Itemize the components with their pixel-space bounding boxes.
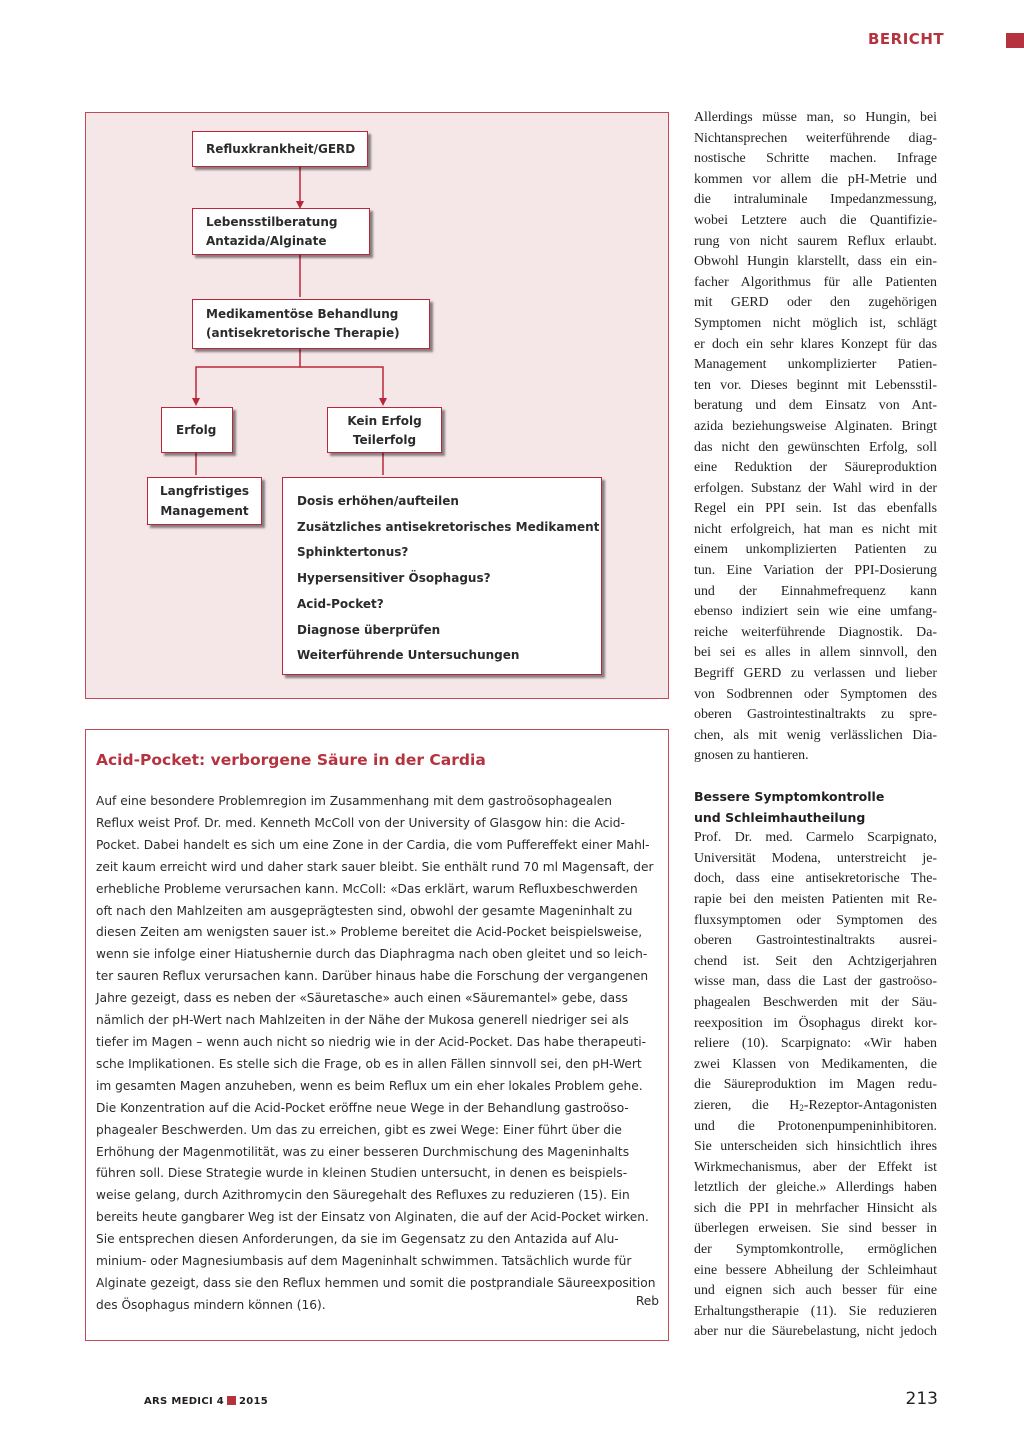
flow-box-success (161, 407, 233, 453)
text-line: Erhaltungstherapie (11). Sie reduzieren (694, 1303, 937, 1319)
sidebar-line: Sie entsprechen diesen Anforderungen, da sie im Gegensatz zu den Antazida auf Alu- (96, 1232, 619, 1247)
sidebar-line: führen soll. Diese Strategie wurde in kleinen Studien untersucht, in denen es beispiels- (96, 1166, 628, 1181)
text-line: Regel ein PPI sein. Ist das ebenfalls (694, 501, 937, 517)
text-line: facher Algorithmus für alle Patienten (694, 274, 937, 290)
sidebar-line: erhebliche Probleme verursachen kann. McColl: «Das erklärt, warum Refluxbeschwerden (96, 881, 638, 896)
flow-box-longterm-line1: Langfristiges (160, 484, 249, 498)
sidebar-line: nämlich der pH-Wert nach Mahlzeiten in der Nähe der Mukosa generell niedriger sei als (96, 1013, 629, 1028)
text-line: gnosen zu hantieren. (694, 748, 809, 764)
text-line: oberen Gastrointestinaltrakts zu spre- (694, 707, 937, 723)
flow-box-lifestyle (192, 208, 370, 255)
text-line: reliere (10). Scarpignato: «Wir haben (694, 1036, 937, 1052)
sidebar-line: minium- oder Magnesiumbasis auf dem Mageninhalt schwimmen. Tatsächlich wurde für (96, 1254, 632, 1269)
flow-box-medication-line1: Medikamentöse Behandlung (206, 307, 399, 321)
text-line: zwei Klassen von Medikamenten, die (694, 1056, 937, 1072)
text-line: bei sei es alles in allem sinnvoll, den (694, 645, 937, 661)
sidebar-line: Pocket. Dabei handelt es sich um eine Zone in der Cardia, die vom Puffereffekt einer Mahl- (96, 837, 650, 852)
flow-box-lifestyle-line2: Antazida/Alginate (206, 234, 327, 248)
text-line: chend ist. Seit den Achtzigerjahren (694, 953, 937, 969)
flow-box-medication-line2: (antisekretorische Therapie) (206, 326, 400, 340)
text-line: beratung und dem Einsatz von Ant- (694, 398, 937, 414)
text-line: phagealen Beschwerden mit der Säu- (694, 994, 937, 1010)
text-line: Nichtansprechen weiterführende diag- (694, 130, 937, 146)
text-line: nostische Schritte machen. Infrage (694, 151, 937, 167)
sidebar-line: wenn sie infolge einer Hiatushernie durch das Diaphragma nach oben gleitet und so leich- (96, 947, 648, 962)
h2-subscript: 2 (799, 1102, 804, 1113)
text-line: und die Protonenpumpeninhibitoren. (694, 1118, 937, 1134)
paragraph-1 (694, 108, 937, 767)
sidebar-line: Die Konzentration auf die Acid-Pocket eröffne neue Wege in der Behandlung gastroöso- (96, 1100, 629, 1115)
sidebar-line: im gesamten Magen anzuheben, wenn es beim Reflux um ein eher lokales Problem gehe. (96, 1078, 643, 1093)
sidebar-line: Auf eine besondere Problemregion im Zusammenhang mit dem gastroösophagealen (96, 794, 613, 808)
flow-option: Weiterführende Untersuchungen (297, 648, 520, 663)
text-line: nicht erfolgreich, hat man es nicht mit (694, 521, 937, 537)
page-number: 213 (905, 1389, 938, 1409)
flow-box-failure-line1: Kein Erfolg (347, 414, 422, 428)
flowchart-panel (85, 112, 669, 699)
text-line: aber nur die Säurebelastung, nicht jedoch (694, 1324, 937, 1340)
text-line: Allerdings müsse man, so Hungin, bei (694, 110, 937, 125)
text-line: überlegen erweisen. Sie sind besser in (694, 1221, 937, 1237)
text-line: Begriff GERD zu verlassen und lieber (694, 666, 937, 682)
text-line: kommen vor allem die pH-Metrie und (694, 171, 937, 187)
text-line: Universität Modena, unterstreicht je- (694, 850, 937, 866)
section-label: BERICHT (868, 30, 945, 48)
flow-option: Acid-Pocket? (297, 596, 384, 611)
text-line: rapie bei den meisten Patienten mit Re- (694, 891, 937, 907)
text-line: er doch ein sehr klares Konzept für das (694, 336, 937, 352)
flow-box-failure (327, 407, 442, 453)
h2-suffix: -Rezeptor-Antagonisten (803, 1097, 937, 1113)
text-line: die intraluminale Impedanzmessung, (694, 192, 937, 208)
text-line: und der Einnahmefrequenz kann (694, 583, 937, 599)
text-line: Prof. Dr. med. Carmelo Scarpignato, (694, 830, 937, 846)
footer-journal (144, 1396, 268, 1407)
connector-split-failure (300, 367, 383, 402)
text-line: Sie unterscheiden sich hinsichtlich ihres (694, 1139, 937, 1155)
text-line: von Sodbrennen oder Symptomen des (694, 686, 937, 702)
paragraph-2 (694, 828, 937, 1343)
section-subheading (694, 787, 937, 828)
text-line: azida beziehungsweise Alginaten. Bringt (694, 418, 937, 434)
text-line: und eignen sich auch besser für eine (694, 1283, 937, 1299)
text-line: Wirkmechanismus, aber der Effekt ist (694, 1159, 937, 1175)
header-accent-square (1006, 33, 1024, 48)
text-line: Management unkomplizierter Patien- (694, 357, 937, 373)
text-line: sich die PPI in mehrfacher Hinsicht als (694, 1200, 937, 1216)
text-line: Symptomen nicht möglich ist, schlägt (694, 315, 937, 331)
sidebar-title: Acid-Pocket: verborgene Säure in der Cardia (96, 751, 486, 769)
text-line: eine bessere Abheilung der Schleimhaut (694, 1262, 937, 1278)
flow-box-lifestyle-line1: Lebensstilberatung (206, 215, 338, 229)
h2-prefix: zieren, die H (694, 1097, 800, 1113)
sidebar-line: sche Implikationen. Es stelle sich die Frage, ob es in allen Fällen sinnvoll sei, den pH-Wert (96, 1056, 642, 1071)
text-line: tun. Eine Variation der PPI-Dosierung (694, 563, 937, 579)
sidebar-line: phagealer Beschwerden. Um das zu erreichen, gibt es zwei Wege: Einer führt über die (96, 1122, 622, 1137)
text-line: wobei Letztere auch die Quantifizie- (694, 212, 937, 228)
article-column-right (694, 108, 937, 1343)
text-line: die Säureproduktion im Magen redu- (694, 1077, 937, 1093)
sidebar-line: Alginate gezeigt, dass sie den Reflux hemmen und somit die postprandiale Säureexposition (96, 1275, 656, 1290)
text-line: reiche weiterführende Diagnostik. Da- (694, 624, 937, 640)
text-line: das nicht den gewünschten Erfolg, soll (694, 439, 937, 455)
journal-name: ARS MEDICI 4 (144, 1396, 225, 1407)
sidebar-line: Jahre gezeigt, dass es neben der «Säuretasche» auch einen «Säuremantel» gebe, dass (96, 991, 628, 1006)
flow-box-longterm (147, 477, 262, 525)
text-line: einem unkomplizierten Patienten zu (694, 542, 937, 558)
text-line: reexposition im Ösophagus direkt kor- (694, 1015, 937, 1031)
flow-box-gerd-label: Refluxkrankheit/GERD (206, 142, 356, 156)
sidebar-line: des Ösophagus mindern können (16). (96, 1297, 326, 1312)
text-line: Obwohl Hungin klarstellt, dass ein ein- (694, 254, 937, 270)
flow-option: Dosis erhöhen/aufteilen (297, 494, 459, 508)
text-line: erfolgen. Substanz der Wahl wird in der (694, 480, 937, 496)
subheading-line: und Schleimhautheilung (694, 809, 866, 825)
text-line: wisse man, dass die Last der gastroöso- (694, 974, 937, 990)
text-line: mit GERD oder den zugehörigen (694, 295, 937, 311)
flow-box-failure-line2: Teilerfolg (352, 433, 417, 447)
sidebar-line: weise gelang, durch Azithromycin den Säuregehalt des Refluxes zu reduzieren (15). Ein (96, 1188, 630, 1203)
text-line: letztlich der gleiche.» Allerdings haben (694, 1180, 937, 1196)
sidebar-line: diesen Zeiten am wenigsten sauer ist.» Probleme bereitet die Acid-Pocket beispielsweise, (96, 925, 643, 940)
text-line: chen, als mit wenig verlässlichen Dia- (694, 727, 937, 743)
sidebar-line: bereits heute gangbarer Weg ist der Einsatz von Alginaten, die auf der Acid-Pocket wirken. (96, 1210, 649, 1225)
sidebar-line: ter sauren Reflux verursachen kann. Darüber hinaus habe die Forschung der vergangenen (96, 969, 649, 984)
sidebar-signature: Reb (635, 1294, 659, 1308)
text-line: der Symptomkontrolle, ermöglichen (694, 1242, 937, 1258)
journal-year: 2015 (239, 1396, 269, 1407)
flow-box-longterm-line2: Management (160, 504, 249, 518)
flow-box-options (282, 477, 602, 675)
text-line: oberen Gastrointestinaltrakts ausrei- (694, 933, 937, 949)
flow-option: Hypersensitiver Ösophagus? (297, 571, 491, 586)
connector-medication-split (196, 349, 300, 402)
sidebar-line: tiefer im Magen – wenn auch nicht so niedrig wie in der Acid-Pocket. Das habe therapeuti- (96, 1034, 647, 1049)
sidebar-line: zeit kaum erreicht wird und daher stark sauer bleibt. Sie enthält rund 70 ml Magensaft, der (96, 859, 654, 874)
sidebar-line: Reflux weist Prof. Dr. med. Kenneth McColl von der University of Glasgow hin: die Acid- (96, 815, 625, 830)
flow-option: Zusätzliches antisekretorisches Medikament (297, 519, 600, 534)
text-line: doch, dass eine antisekretorische The- (694, 871, 937, 887)
text-line: rung von nicht saurem Reflux erlaubt. (694, 233, 937, 249)
text-line: eine Reduktion der Säureproduktion (694, 460, 937, 476)
flow-box-success-label: Erfolg (176, 423, 217, 437)
footer-accent-square (227, 1396, 236, 1405)
flow-option: Diagnose überprüfen (297, 622, 441, 637)
text-line: ebenso indiziert sein wie eine umfang- (694, 604, 937, 620)
text-line: fluxsymptomen oder Symptomen des (694, 912, 937, 928)
sidebar-body (96, 791, 659, 1317)
flow-box-gerd (192, 131, 368, 167)
sidebar-line: oft nach den Mahlzeiten am ausgeprägtesten sind, obwohl der gesamte Mageninhalt zu (96, 903, 633, 918)
flow-box-medication (192, 299, 430, 349)
text-line: ten vor. Dieses beginnt mit Lebensstil- (694, 377, 937, 393)
flow-option: Sphinktertonus? (297, 545, 409, 560)
text-line-h2 (694, 1096, 937, 1117)
subheading-line: Bessere Symptomkontrolle (694, 789, 885, 804)
sidebar-line: Erhöhung der Magenmotilität, was zu einer besseren Durchmischung des Mageninhalts (96, 1144, 630, 1159)
